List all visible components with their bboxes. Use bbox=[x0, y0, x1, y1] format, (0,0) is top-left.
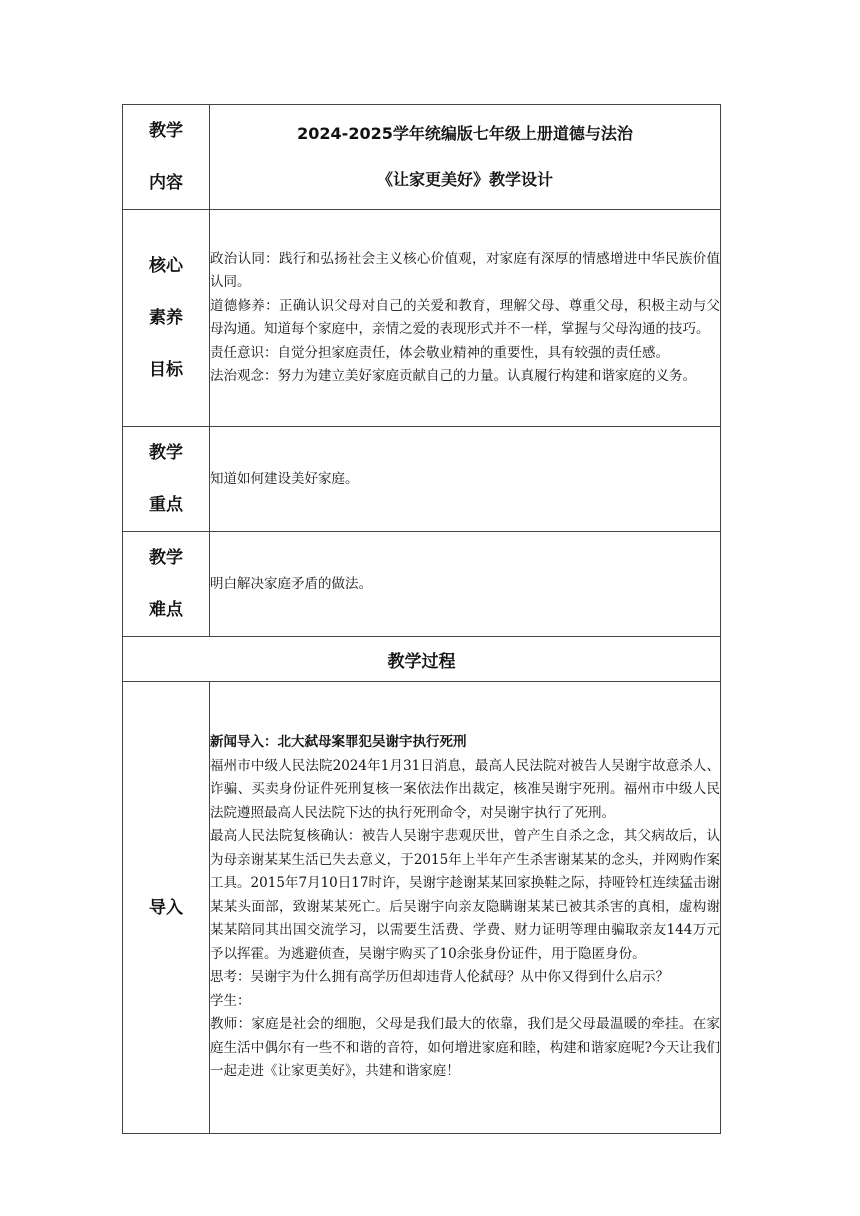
difficulty-label-cell bbox=[123, 532, 210, 637]
core-goal-political: 政治认同：践行和弘扬社会主义核心价值观，对家庭有深厚的情感增进中华民族价值认同。 bbox=[210, 250, 720, 290]
content-label-line-1: 教学 bbox=[149, 121, 183, 141]
core-label-line-1: 核心 bbox=[149, 256, 183, 276]
difficulty-label-line-2: 难点 bbox=[149, 600, 183, 620]
core-goals-content bbox=[210, 210, 721, 427]
intro-row bbox=[123, 682, 721, 1134]
core-label-line-3: 目标 bbox=[149, 360, 183, 380]
key-label-line-2: 重点 bbox=[149, 495, 183, 515]
intro-student: 学生： bbox=[210, 992, 251, 1009]
content-label-line-2: 内容 bbox=[149, 173, 183, 193]
core-goals-label-cell bbox=[123, 210, 210, 427]
content-label-cell bbox=[123, 105, 210, 210]
key-point-row bbox=[123, 427, 721, 532]
key-label-line-1: 教学 bbox=[149, 443, 183, 463]
process-title: 教学过程 bbox=[123, 637, 721, 682]
intro-content bbox=[210, 682, 721, 1134]
core-label-line-2: 素养 bbox=[149, 308, 183, 328]
intro-question: 思考：吴谢宇为什么拥有高学历但却违背人伦弑母？从中你又得到什么启示？ bbox=[210, 969, 669, 986]
intro-label: 导入 bbox=[123, 682, 210, 1134]
document-subtitle: 《让家更美好》教学设计 bbox=[376, 170, 553, 189]
news-title: 新闻导入：北大弑母案罪犯吴谢宇执行死刑 bbox=[210, 734, 467, 751]
difficulty-text: 明白解决家庭矛盾的做法。 bbox=[210, 532, 721, 637]
key-point-label-cell bbox=[123, 427, 210, 532]
intro-teacher: 教师：家庭是社会的细胞，父母是我们最大的依靠，我们是父母最温暖的牵挂。在家庭生活中偶尔有一些不和谐的音符，如何增进家庭和睦，构建和谐家庭呢?今天让我们一起走进《让家更美好》，共建和谐家庭！ bbox=[210, 1016, 720, 1080]
intro-paragraph: 福州市中级人民法院2024年1月31日消息，最高人民法院对被告人吴谢宇故意杀人、诈骗、买卖身份证件死刑复核一案依法作出裁定，核准吴谢宇死刑。福州市中级人民法院遵照最高人民法院下达的执行死刑命令，对吴谢宇执行了死刑。 bbox=[210, 757, 720, 821]
core-goal-moral: 道德修养：正确认识父母对自己的关爱和教育，理解父母、尊重父母，积极主动与父母沟通。知道每个家庭中，亲情之爱的表现形式并不一样，掌握与父母沟通的技巧。 bbox=[210, 297, 720, 337]
content-row bbox=[123, 105, 721, 210]
core-goal-law: 法治观念：努力为建立美好家庭贡献自己的力量。认真履行构建和谐家庭的义务。 bbox=[210, 368, 696, 384]
document-title: 2024-2025学年统编版七年级上册道德与法治 bbox=[297, 124, 633, 143]
core-goal-responsibility: 责任意识：自觉分担家庭责任，体会敬业精神的重要性，具有较强的责任感。 bbox=[210, 344, 669, 361]
key-point-text: 知道如何建设美好家庭。 bbox=[210, 427, 721, 532]
difficulty-label-line-1: 教学 bbox=[149, 548, 183, 568]
document-title-cell bbox=[210, 105, 721, 210]
lesson-plan-table bbox=[122, 104, 721, 1134]
core-goals-row bbox=[123, 210, 721, 427]
process-title-row bbox=[123, 637, 721, 682]
difficulty-row bbox=[123, 532, 721, 637]
intro-paragraph: 最高人民法院复核确认：被告人吴谢宇悲观厌世，曾产生自杀之念，其父病故后，认为母亲谢某某生活已失去意义，于2015年上半年产生杀害谢某某的念头，并网购作案工具。2015年7月10日17时许，吴谢宇趁谢某某回家换鞋之际，持哑铃杠连续猛击谢某某头面部，致谢某某死亡。后吴谢宇向亲友隐瞒谢某某已被其杀害的真相，虚构谢某某陪同其出国交流学习，以需要生活费、学费、财力证明等理由骗取亲友144万元予以挥霍。为逃避侦查，吴谢宇购买了10余张身份证件，用于隐匿身份。 bbox=[210, 828, 720, 962]
